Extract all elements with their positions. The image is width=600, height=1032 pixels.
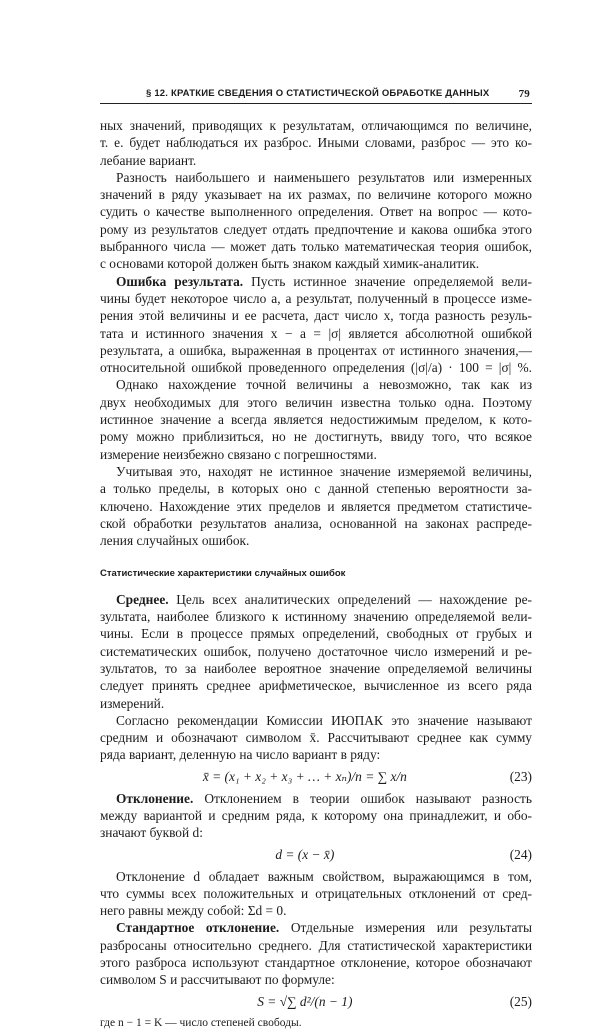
paragraph — [100, 169, 532, 273]
paragraph-deviation — [100, 790, 532, 842]
section-heading: Статистические характеристики случайных ошибок — [100, 568, 346, 580]
text-line: следует принять среднее арифметическое, вычисленное из всего ряда — [100, 678, 532, 694]
text-line: рому можно приблизиться, но не достигнуть, ввиду того, что всякое — [100, 429, 532, 445]
text-line: ской обработки результатов анализа, основанной на законах распреде- — [100, 515, 532, 531]
term: Стандартное отклонение. — [116, 920, 280, 936]
equation-number: (25) — [509, 993, 532, 1009]
text-line: измерение неизбежно связано с погрешностями. — [100, 446, 377, 462]
equation-23 — [100, 767, 532, 787]
book-page — [100, 88, 532, 1032]
text-line: разбросаны относительно среднего. Для статистической характеристики — [100, 937, 532, 953]
text-line — [100, 790, 532, 807]
text-line: а только пределы, в которых оно с данной степенью вероятности за- — [100, 481, 532, 497]
text-line: зультата, наиболее близкого к истинному значению определяемой вели- — [100, 609, 532, 625]
text-run: Пусть истинное значение определяемой вели- — [243, 273, 532, 289]
term: Ошибка результата. — [116, 273, 244, 289]
text-line: ления случайных ошибок. — [100, 533, 250, 549]
header-title: § 12. КРАТКИЕ СВЕДЕНИЯ О СТАТИСТИЧЕСКОЙ ОБРАБОТКЕ ДАННЫХ — [146, 88, 490, 99]
text-line: значений в ряду указывает на их размах, по величине которого можно — [100, 187, 532, 203]
text-line: относительной ошибкой проведенного определения (|σ|/a) · 100 = |σ| %. — [100, 360, 532, 376]
text-line: двух необходимых для этого величин известна только одна. Поэтому — [100, 394, 532, 410]
equation-24 — [100, 845, 532, 865]
formula: S = √∑ d²/(n − 1) — [257, 993, 353, 1009]
text-line: зультатов, то за наиболее вероятное значение определяемой величины — [100, 660, 532, 676]
equation-number: (23) — [509, 768, 532, 784]
paragraph-error-of-result — [100, 273, 532, 377]
equation-25 — [100, 992, 532, 1012]
text-line: рому из результатов следует отдать предпочтение и какова ошибка этого — [100, 221, 532, 237]
paragraph — [100, 712, 532, 764]
text-line: рения этой величины и ее расчета, даст число x, тогда разность резуль- — [100, 308, 532, 324]
text-line — [100, 591, 532, 608]
paragraph — [100, 117, 532, 169]
formula: x̄ = (x₁ + x₂ + x₃ + … + xₙ)/n = ∑ x/n — [202, 768, 407, 784]
text-line: Однако нахождение точной величины a невозможно, так как из — [116, 377, 532, 393]
text-line: т. е. будет наблюдаться их разброс. Иными словами, разброс — это ко- — [100, 135, 532, 151]
text-line: чины. Если в процессе прямых определений, свободных от грубых и — [100, 626, 532, 642]
text-line: что суммы всех положительных и отрицательных отклонений от сред- — [100, 885, 532, 901]
term: Среднее. — [116, 591, 169, 607]
paragraph — [100, 376, 532, 462]
text-run: Цель всех аналитических определений — нахождение ре- — [168, 591, 532, 607]
text-line: систематических ошибок, получено достаточное число измерений и ре- — [100, 643, 532, 659]
text-line: чины будет некоторое число a, а результат, полученный в процессе изме- — [100, 290, 532, 306]
text-line: тата и истинного значения x − a = |σ| является абсолютной ошибкой — [100, 325, 532, 341]
footnote-text: где n − 1 = K — число степеней свободы. — [100, 1016, 302, 1029]
text-line: измерений. — [100, 695, 165, 711]
text-line: значают буквой d: — [100, 825, 203, 841]
page-body — [100, 117, 532, 1032]
text-line: лебание вариант. — [100, 152, 197, 168]
text-line: ряда вариант, деленную на число вариант в ряду: — [100, 747, 381, 763]
text-line — [100, 273, 532, 290]
paragraph — [100, 463, 532, 549]
text-line: символом S и рассчитывают по формуле: — [100, 972, 335, 988]
text-run: Отклонением в теории ошибок называют разность — [193, 790, 532, 806]
text-line: ключено. Нахождение этих пределов и является предметом статистиче- — [100, 498, 532, 514]
paragraph-mean — [100, 591, 532, 712]
text-line: между вариантой и средним ряда, к которому она принадлежит, и обо- — [100, 807, 532, 823]
paragraph-standard-deviation — [100, 919, 532, 988]
text-line: ных значений, приводящих к результатам, отличающимся по величине, — [100, 118, 532, 133]
text-line: результата, а ошибка, выраженная в процентах от истинного значения,— — [100, 342, 532, 358]
text-line: Согласно рекомендации Комиссии ИЮПАК это значение называют — [116, 712, 532, 728]
text-line: судить о качестве выполненного определения. Ответ на вопрос — кото- — [100, 204, 532, 220]
equation-number: (24) — [509, 846, 532, 862]
text-line: него равны между собой: Σd = 0. — [100, 903, 287, 919]
text-line: с основами которой должен быть знаком каждый химик-аналитик. — [100, 256, 480, 272]
text-line: выбранного числа — может дать только математическая теория ошибок, — [100, 239, 532, 255]
text-line: Разность наибольшего и наименьшего результатов или измеренных — [116, 169, 532, 185]
text-line: средним и обозначают символом x̄. Рассчитывают среднее как сумму — [100, 730, 532, 746]
text-line: Отклонение d обладает важным свойством, выражающимся в том, — [116, 868, 532, 884]
running-header — [100, 88, 532, 104]
text-line: истинное значение a всегда является недостижимым пределом, к кото- — [100, 412, 532, 428]
formula: d = (x − x̄) — [275, 846, 335, 862]
text-line: Учитывая это, находят не истинное значение измеряемой величины, — [116, 463, 532, 479]
page-number: 79 — [518, 88, 530, 100]
text-run: Отдельные измерения или результаты — [279, 920, 532, 936]
text-line: этого разброса используют стандартное отклонение, которое обозначают — [100, 955, 532, 971]
term: Отклонение. — [116, 790, 194, 806]
text-line — [100, 919, 532, 936]
paragraph — [100, 868, 532, 920]
